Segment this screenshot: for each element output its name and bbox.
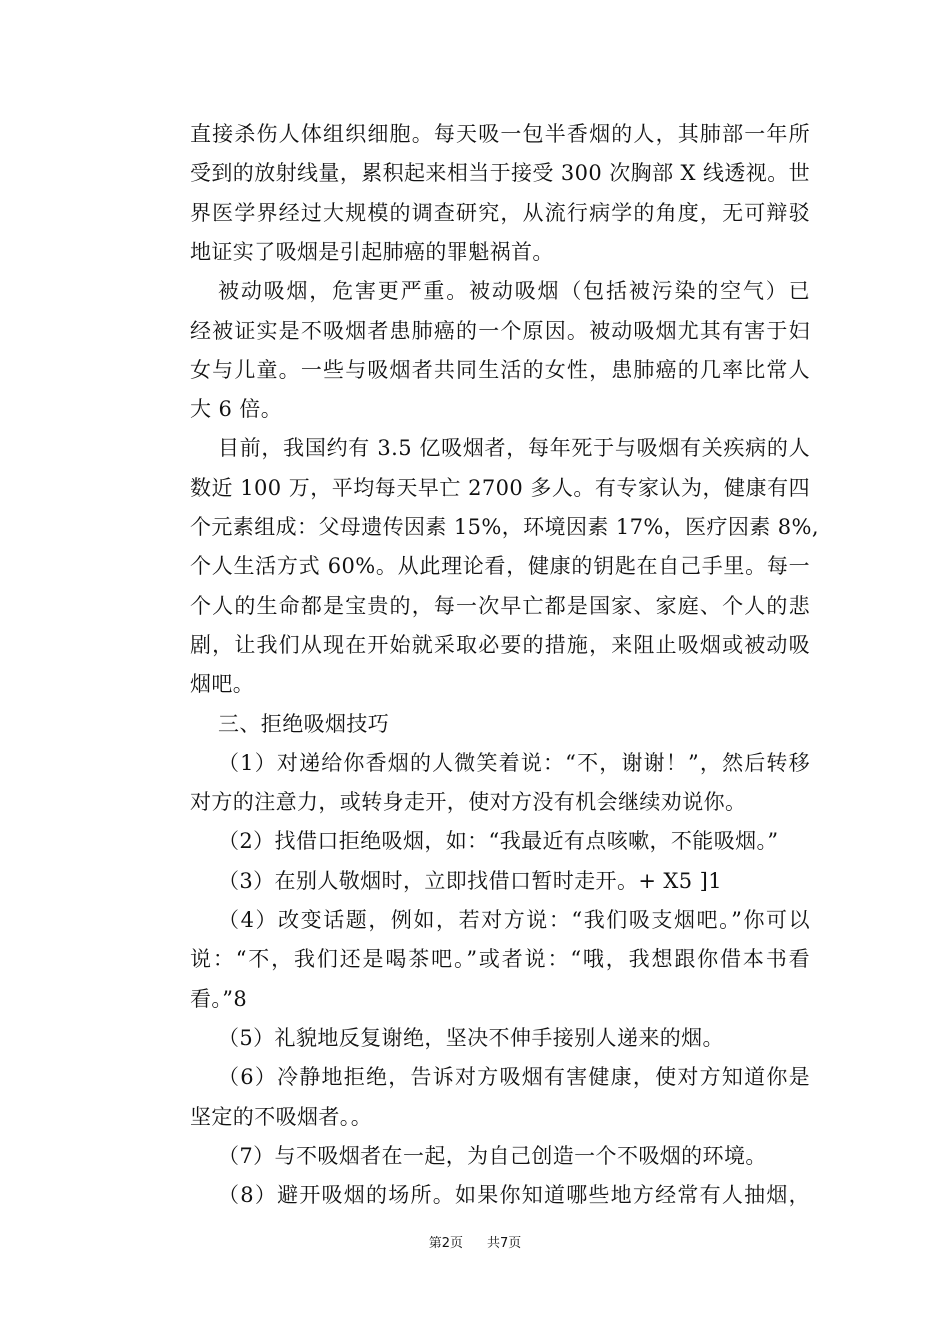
text-line: 烟吧。 xyxy=(190,672,255,697)
text-line: 直接杀伤人体组织细胞。每天吸一包半香烟的人，其肺部一年所 xyxy=(190,122,810,146)
page-total: 共7页 xyxy=(487,1236,522,1251)
text-line: 个元素组成：父母遗传因素 15%，环境因素 17%，医疗因素 8%, xyxy=(190,515,819,539)
text-line: 女与儿童。一些与吸烟者共同生活的女性，患肺癌的几率比常人 xyxy=(190,357,810,382)
text-line: 经被证实是不吸烟者患肺癌的一个原因。被动吸烟尤其有害于妇 xyxy=(190,318,810,343)
text-line: 坚定的不吸烟者。。 xyxy=(190,1104,373,1129)
text-line: 数近 100 万，平均每天早亡 2700 多人。有专家认为，健康有四 xyxy=(190,475,810,500)
text-line: 三、拒绝吸烟技巧 xyxy=(218,711,390,736)
page-footer xyxy=(0,1232,950,1251)
text-line: （8）避开吸烟的场所。如果你知道哪些地方经常有人抽烟， xyxy=(218,1183,810,1208)
text-line: （4）改变话题，例如，若对方说：“我们吸支烟吧。”你可以 xyxy=(218,908,810,932)
text-line: 界医学界经过大规模的调查研究，从流行病学的角度，无可辩驳 xyxy=(190,200,810,225)
text-line: 地证实了吸烟是引起肺癌的罪魁祸首。 xyxy=(190,239,554,264)
text-line: 个人的生命都是宝贵的，每一次早亡都是国家、家庭、个人的悲 xyxy=(190,593,810,618)
text-line: （3）在别人敬烟时，立即找借口暂时走开。+ X5 ]1 xyxy=(218,868,722,893)
text-line: 目前，我国约有 3.5 亿吸烟者，每年死于与吸烟有关疾病的人 xyxy=(218,436,810,461)
text-line: （7）与不吸烟者在一起，为自己创造一个不吸烟的环境。 xyxy=(218,1143,767,1168)
text-line: 对方的注意力，或转身走开，使对方没有机会继续劝说你。 xyxy=(190,790,747,815)
text-line: 被动吸烟，危害更严重。被动吸烟（包括被污染的空气）已 xyxy=(218,279,810,304)
text-line: 个人生活方式 60%。从此理论看，健康的钥匙在自己手里。每一 xyxy=(190,554,810,579)
text-line: 大 6 倍。 xyxy=(190,397,283,422)
page-number: 第2页 xyxy=(428,1236,463,1251)
text-line: 受到的放射线量，累积起来相当于接受 300 次胸部 X 线透视。世 xyxy=(190,161,810,186)
text-line: （5）礼貌地反复谢绝，坚决不伸手接别人递来的烟。 xyxy=(218,1025,724,1050)
text-line: 看。”8 xyxy=(190,986,248,1011)
text-line: （6）冷静地拒绝，告诉对方吸烟有害健康，使对方知道你是 xyxy=(218,1065,810,1090)
text-line: 说：“不，我们还是喝茶吧。”或者说：“哦，我想跟你借本书看 xyxy=(190,947,810,972)
text-line: 剧，让我们从现在开始就采取必要的措施，来阻止吸烟或被动吸 xyxy=(190,632,810,657)
text-line: （1）对递给你香烟的人微笑着说：“不，谢谢！”，然后转移 xyxy=(218,750,810,775)
text-line: （2）找借口拒绝吸烟，如：“我最近有点咳嗽，不能吸烟。” xyxy=(218,829,779,854)
